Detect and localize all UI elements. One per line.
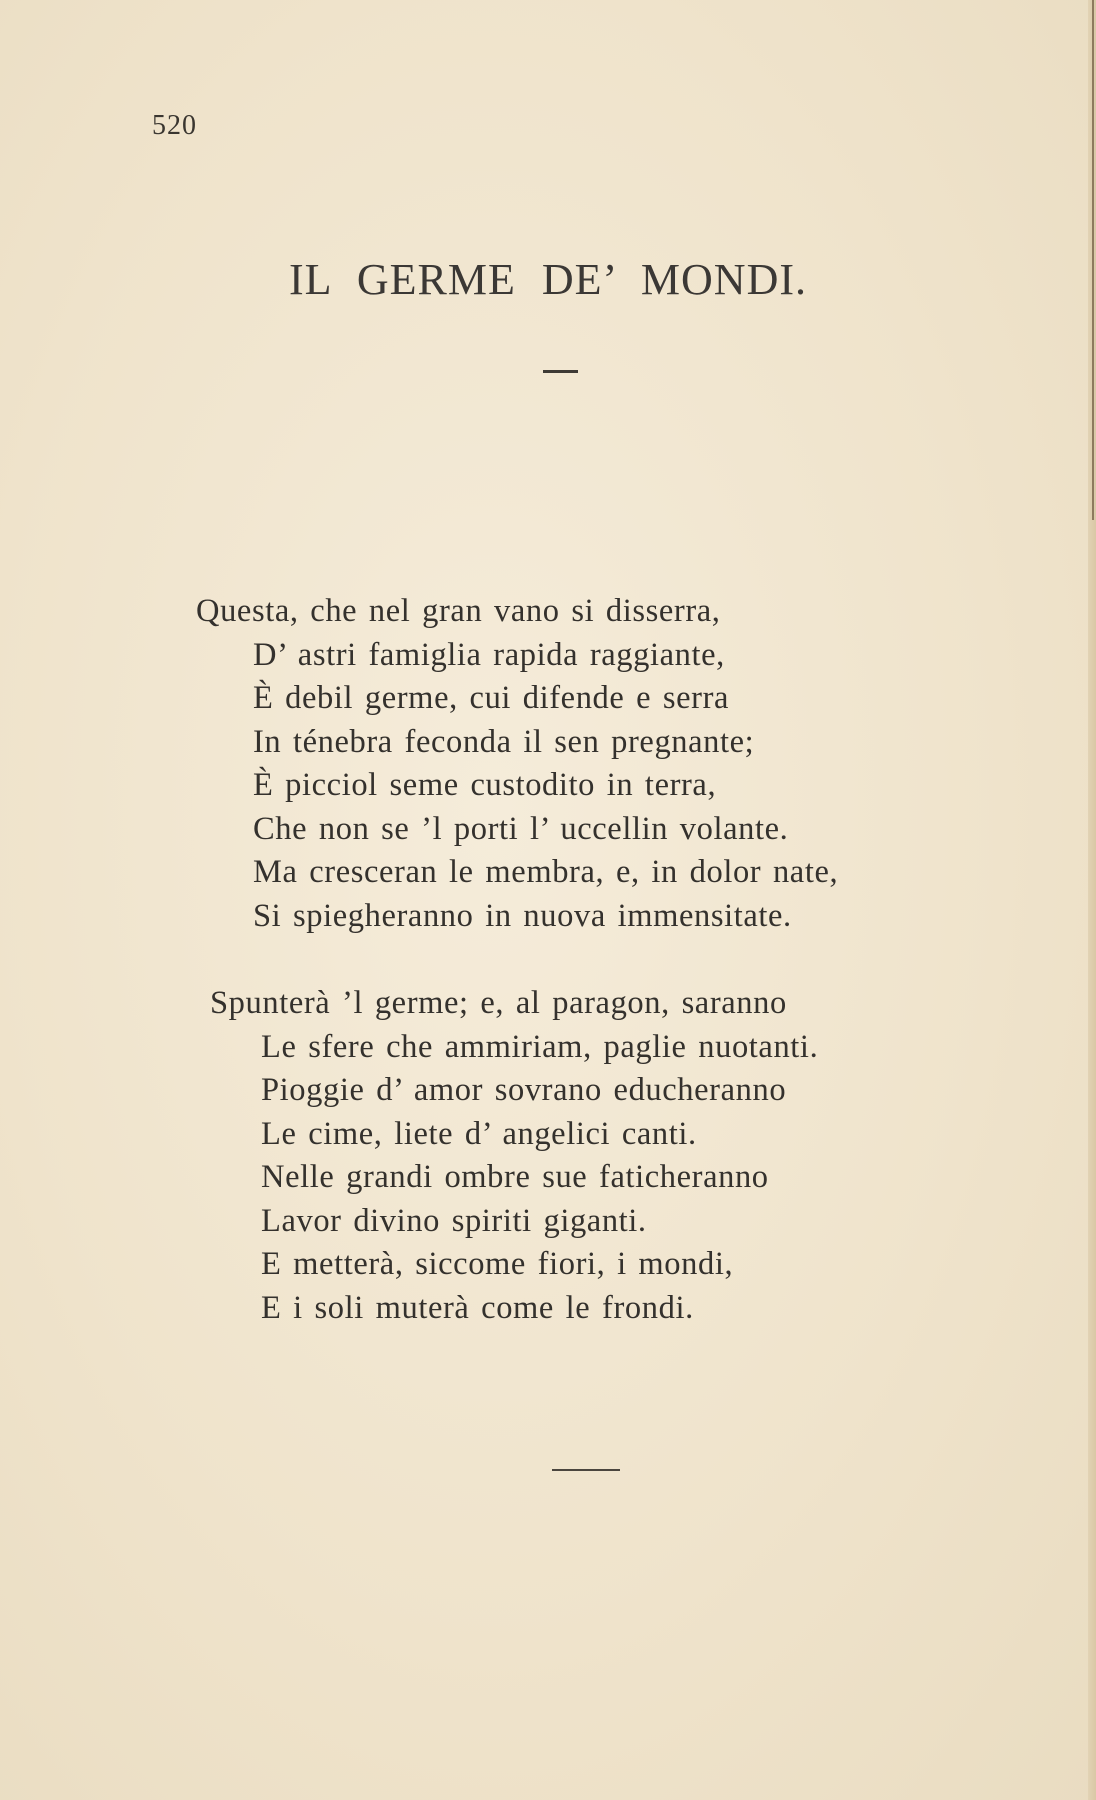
verse-line: Spunterà ’l germe; e, al paragon, saranno	[210, 985, 787, 1021]
verse-line: Le cime, liete d’ angelici canti.	[261, 1115, 697, 1152]
stanza-1	[196, 590, 838, 938]
verse-line: In ténebra feconda il sen pregnante;	[253, 723, 755, 760]
verse-line: E i soli muterà come le frondi.	[261, 1289, 694, 1326]
poem-title: IL GERME DE’ MONDI.	[288, 255, 808, 304]
verse-line: Ma cresceran le membra, e, in dolor nate,	[253, 854, 839, 890]
title-dash	[543, 370, 578, 373]
verse-line: D’ astri famiglia rapida raggiante,	[253, 636, 725, 673]
verse-line: Si spiegheranno in nuova immensitate.	[253, 897, 792, 934]
verse-line: E metterà, siccome fiori, i mondi,	[261, 1246, 734, 1282]
end-rule	[552, 1469, 620, 1471]
verse-line: Che non se ’l porti l’ uccellin volante.	[253, 810, 789, 847]
verse-line: Pioggie d’ amor sovrano educheranno	[261, 1072, 787, 1108]
stanza-2	[210, 982, 818, 1330]
verse-line: È debil germe, cui difende e serra	[253, 680, 730, 716]
verse-line: Questa, che nel gran vano si disserra,	[196, 593, 721, 629]
verse-line: Nelle grandi ombre sue faticheranno	[261, 1159, 769, 1195]
verse-line: Lavor divino spiriti giganti.	[261, 1202, 647, 1239]
verse-line: È picciol seme custodito in terra,	[253, 767, 717, 803]
verse-line: Le sfere che ammiriam, paglie nuotanti.	[261, 1028, 819, 1065]
page-number: 520	[152, 110, 197, 141]
